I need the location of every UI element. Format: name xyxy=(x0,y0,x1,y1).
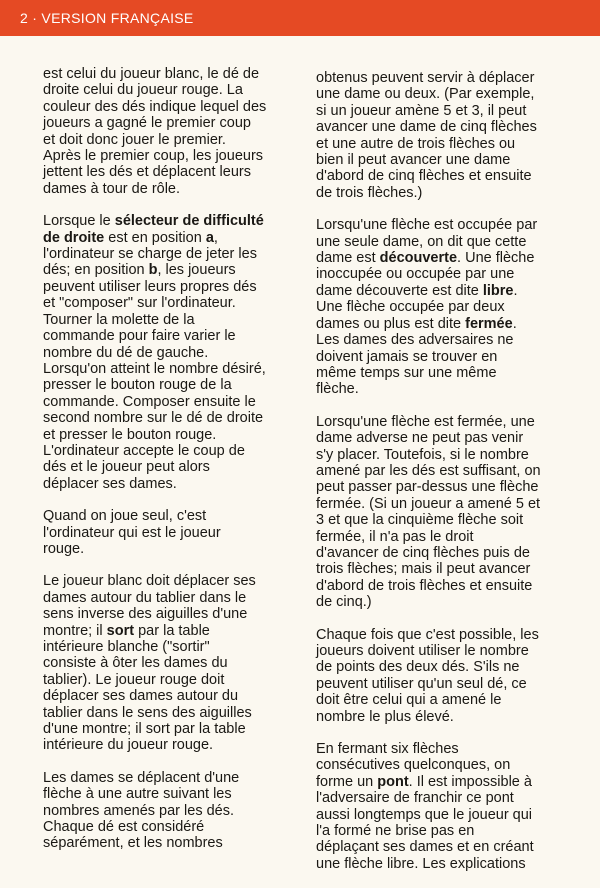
bold-term: libre xyxy=(482,282,514,299)
bold-term: pont xyxy=(377,773,409,790)
text-run: par la table intérieure blanche ("sortir" consiste à ôter les dames du tablier). Le joueur rouge doit déplacer ses dames autour du tablier dans le sens des aiguilles d'une montre; il sort par la table intérieure du joueur rouge. xyxy=(43,622,252,754)
text-run: Lorsqu'une flèche est occupée par une seule dame, on dit que cette dame est xyxy=(316,217,538,267)
bold-term: b xyxy=(148,262,158,279)
paragraph xyxy=(43,213,293,492)
section-title: 2 · VERSION FRANÇAISE xyxy=(20,10,194,26)
text-run: . Les dames des adversaires ne doivent jamais se trouver en même temps sur une même flèche. xyxy=(316,315,517,398)
text-run: . Une flèche inoccupée ou occupée par une dame découverte est dite xyxy=(316,250,535,299)
paragraph: Chaque fois que c'est possible, les joueurs doivent utiliser le nombre de points des deux dés. S'ils ne peuvent utiliser qu'un seul dé, ce doit être celui qui a amené le nombre le plus élevé. xyxy=(316,626,539,725)
bold-term: découverte xyxy=(379,250,458,267)
paragraph: obtenus peuvent servir à déplacer une dame ou deux. (Par exemple, si un joueur amène 5 et 3, il peut avancer une dame de cinq flèches et une autre de trois flèches ou bien il peut avancer une dame d'abord de cinq flèches et ensuite de trois flèches.) xyxy=(316,70,537,201)
text-run: Le joueur blanc doit déplacer ses dames autour du tablier dans le sens inverse des aiguilles d'une montre; il xyxy=(43,573,256,639)
right-column xyxy=(316,70,566,888)
bold-term: sélecteur de difficulté de droite xyxy=(43,213,264,246)
text-run: , l'ordinateur se charge de jeter les dés; en position xyxy=(43,229,257,279)
paragraph xyxy=(316,217,566,397)
text-run: , les joueurs peuvent utiliser leurs propres dés et "composer" sur l'ordinateur. Tourner la molette de la commande pour faire varier le nombre du dé de gauche. Lorsqu'on atteint le nombre désiré, presser le bouton rouge de la commande. Composer ensuite le second nombre sur le dé de droite et presser le bouton rouge. L'ordinateur accepte le coup de dés et le joueur peut alors déplacer ses dames. xyxy=(43,262,266,492)
paragraph xyxy=(316,741,566,872)
paragraph: Lorsqu'une flèche est fermée, une dame adverse ne peut pas venir s'y placer. Toutefois, si le nombre amené par les dés est suffisant, on peut passer par-dessus une flèche fermée. (Si un joueur a amené 5 et 3 et que la cinquième flèche soit fermée, il n'a pas le droit d'avancer de cinq flèches puis de trois flèches; mais il peut avancer d'abord de trois flèches et ensuite de cinq.) xyxy=(316,413,541,611)
paragraph: est celui du joueur blanc, le dé de droite celui du joueur rouge. La couleur des dés indique lequel des joueurs a gagné le premier coup et doit donc jouer le premier. Après le premier coup, les joueurs jettent les dés et déplacent leurs dames à tour de rôle. xyxy=(43,66,267,197)
text-run: . Une flèche occupée par deux dames ou plus est dite xyxy=(316,282,518,332)
text-run: Lorsque le xyxy=(43,213,115,230)
paragraph xyxy=(43,573,293,753)
paragraph: Les dames se déplacent d'une flèche à une autre suivant les nombres amenés par les dés. Chaque dé est considéré séparément, et les nombres xyxy=(43,769,240,852)
bold-term: a xyxy=(205,229,214,246)
text-run: est en position xyxy=(104,229,206,246)
left-column xyxy=(43,66,293,868)
text-run: En fermant six flèches consécutives quelconques, on forme un xyxy=(316,741,511,790)
bold-term: fermée xyxy=(465,315,513,332)
paragraph: Quand on joue seul, c'est l'ordinateur qui est le joueur rouge. xyxy=(43,508,221,557)
bold-term: sort xyxy=(106,622,135,639)
section-header-bar xyxy=(0,0,600,36)
text-run: . Il est impossible à l'adversaire de franchir ce pont aussi longtemps que le joueur qui l'a formé ne brise pas en déplaçant ses dames et en créant une flèche libre. Les explications xyxy=(316,773,534,872)
